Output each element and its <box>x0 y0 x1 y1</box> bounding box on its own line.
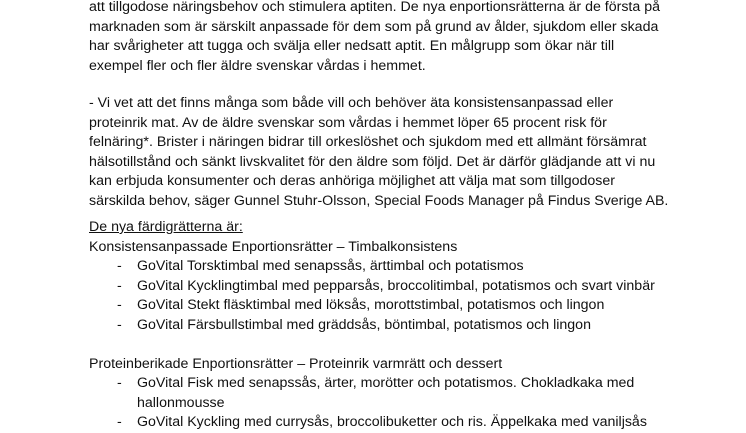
list-item-text: GoVital Stekt fläsktimbal med löksås, morottstimbal, potatismos och lingon <box>137 297 605 313</box>
quote-paragraph <box>89 94 689 211</box>
dish-lists <box>89 218 689 433</box>
list-item-text: GoVital Fisk med senapssås, ärter, morötter och potatismos. Chokladkaka med <box>137 375 635 391</box>
text-line: - Vi vet att det finns många som både vill och behöver äta konsistensanpassad eller <box>89 95 614 111</box>
list-item-text: GoVital Kyckling med currysås, broccolibuketter och ris. Äppelkaka med vaniljsås <box>137 414 647 430</box>
bullet-dash: - <box>117 375 122 391</box>
section-heading: De nya färdigrätterna är: <box>89 219 243 235</box>
list-item-continuation <box>89 394 689 414</box>
bullet-dash: - <box>117 414 122 430</box>
list-item-text: GoVital Torsktimbal med senapssås, ärttimbal och potatismos <box>137 258 524 274</box>
list-item <box>89 257 689 277</box>
text-line: att tillgodose näringsbehov och stimulera aptiten. De nya enportionsrätterna är de första på <box>89 0 660 15</box>
list-item <box>89 316 689 336</box>
list-item-text: hallonmousse <box>137 394 225 411</box>
list-item <box>89 296 689 316</box>
bullet-dash: - <box>117 297 122 313</box>
text-line: kan erbjuda konsumenter och deras anhöriga möjlighet att välja mat som tillgodoser <box>89 173 616 189</box>
bullet-dash: - <box>117 258 122 274</box>
timbal-heading: Konsistensanpassade Enportionsrätter – Timbalkonsistens <box>89 238 458 255</box>
text-line: felnäring*. Brister i näringen bidrar till orkeslöshet och sjukdom med ett allmänt försämrat <box>89 134 647 150</box>
text-line: exempel fler och fler äldre svenskar vårdas i hemmet. <box>89 57 426 74</box>
text-line: har svårigheter att tugga och svälja eller nedsatt aptit. En målgrupp som ökar när till <box>89 38 615 54</box>
list-item <box>89 374 689 394</box>
list-item <box>89 277 689 297</box>
list-item-text: GoVital Färsbullstimbal med gräddsås, böntimbal, potatismos och lingon <box>137 316 591 333</box>
text-line: marknaden som är särskilt anpassade för dem som på grund av ålder, sjukdom eller skada <box>89 18 659 35</box>
bullet-dash: - <box>117 316 122 333</box>
text-line: proteinrik mat. Av de äldre svenskar som vårdas i hemmet löper 65 procent risk för <box>89 114 607 131</box>
bullet-dash: - <box>117 277 122 294</box>
list-item-text: GoVital Kycklingtimbal med pepparsås, broccolitimbal, potatismos och svart vinbär <box>137 277 655 294</box>
list-item <box>89 413 689 433</box>
text-line: särskilda behov, säger Gunnel Stuhr-Olsson, Special Foods Manager på Findus Sverige AB. <box>89 192 669 209</box>
protein-heading: Proteinberikade Enportionsrätter – Proteinrik varmrätt och dessert <box>89 355 503 372</box>
intro-paragraph <box>89 0 689 76</box>
spacer <box>89 335 689 355</box>
text-line: hälsotillstånd och sänkt livskvalitet för den äldre som följd. Det är därför glädjande att vi nu <box>89 153 656 170</box>
